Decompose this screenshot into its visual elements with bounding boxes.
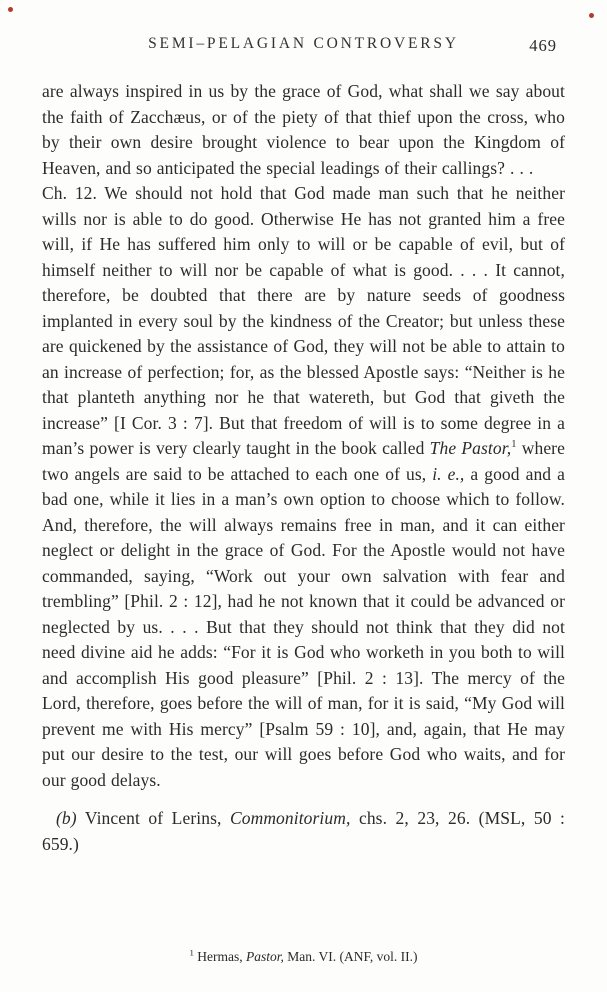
citation-text: chs. 2, 23, 26. (MSL, 50 : 659.) xyxy=(42,808,565,854)
paragraph-text: a good and a bad one, while it lies in a man’s own option to choose which to follow. And, therefore, the will always remains free in man, and it can either neglect or delight in the grace of God. For the Apostle would not have commanded, saying, “Work out your own salvation with fear and trembling” [Phil. 2 : 12], had he not known that it could be advanced or neglected by us. . . . But that they should not think that they did not need divine aid he adds: “For it is God who worketh in you both to will and accomplish His good pleasure” [Phil. 2 : 13]. The mercy of the Lord, therefore, goes before the will of man, for it is said, “My God will prevent me with His mercy” [Psalm 59 : 10], and, again, that He may put our desire to the test, our will goes before God who waits, and for our good delays. xyxy=(42,463,565,790)
work-title: Pastor, xyxy=(245,949,284,964)
running-header xyxy=(42,35,565,59)
work-title: Commonitorium, xyxy=(229,808,351,828)
paragraph-ch12 xyxy=(42,181,565,793)
scan-artifact-dot xyxy=(8,7,13,12)
citation-line xyxy=(42,806,565,857)
footnote-text: Man. VI. (ANF, vol. II.) xyxy=(283,949,418,964)
footnote-text: Hermas, xyxy=(193,949,246,964)
paragraph-continuation xyxy=(42,79,565,181)
chapter-title: SEMI–PELAGIAN CONTROVERSY xyxy=(148,35,459,52)
work-title: The Pastor, xyxy=(429,438,512,458)
footnote-reference: 1 xyxy=(511,439,517,451)
footnote xyxy=(0,949,607,965)
citation-text: Vincent of Lerins, xyxy=(76,808,230,828)
citation-letter: (b) xyxy=(56,808,77,828)
paragraph-text: are always inspired in us by the grace of God, what shall we say about the faith of Zacchæus, or of the piety of that thief upon the cross, who by their own desire brought violence to bear upon the Kingdom of Heaven, and so anticipated the special leadings of their callings? . . . xyxy=(42,81,565,178)
latin-abbreviation: i. e., xyxy=(432,463,465,484)
paragraph-text: Ch. 12. We should not hold that God made man such that he neither wills nor is able to do good. Otherwise He has not granted him a free will, if He has suffered him only to will or be capable of evil, but of himself neither to will nor be capable of what is good. . . . It cannot, therefore, be doubted that there are by nature seeds of goodness implanted in every soul by the kindness of the Creator; but unless these are quickened by the assistance of God, they will not be able to attain to an increase of perfection; for, as the blessed Apostle says: “Neither is he that planteth anything nor he that watereth, but God that giveth the increase” [I Cor. 3 : 7]. But that freedom of will is to some degree in a man’s power is very clearly taught in the book called xyxy=(42,183,565,458)
paragraph-text: where two angels are said to be attached to each one of us, xyxy=(42,438,565,484)
scan-artifact-dot xyxy=(589,13,594,18)
page-number: 469 xyxy=(529,36,557,55)
main-text xyxy=(42,79,565,857)
footnote-marker: 1 xyxy=(189,947,194,958)
